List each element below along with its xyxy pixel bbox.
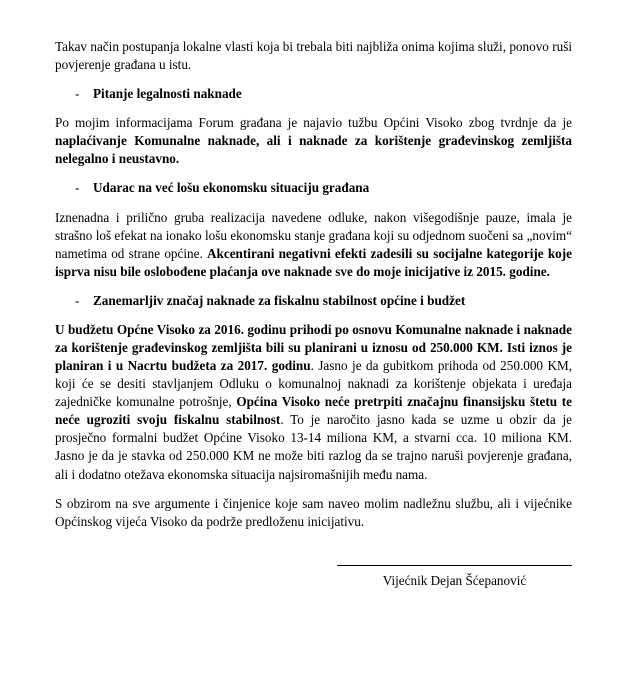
text-run: Po mojim informacijama Forum građana je najavio tužbu Općini Visoko zbog tvrdnje da je bbox=[55, 115, 572, 131]
text-run: Općina Visoko neće pretrpiti značajnu finansijsku štetu te neće ugroziti svoju fiskalnu stabilnost bbox=[55, 394, 572, 428]
text-run: Iznenadna i prilično gruba realizacija navedene odluke, nakon višegodišnje pauze, imala je strašno loš efekat na ionako lošu ekonomsku stanje građana koji su odjednom suočeni sa „novim“ nametima od strane općine. bbox=[55, 209, 572, 261]
text-run: Takav način postupanja lokalne vlasti koja bi trebala biti najbliža onima kojima služi, ponovo ruši povjerenje građana u istu. bbox=[55, 39, 572, 73]
signature-block bbox=[337, 565, 572, 589]
paragraph-intro bbox=[55, 38, 572, 74]
text-run: U budžetu Općne Visoko za 2016. godinu prihodi po osnovu Komunalne naknade i naknade za korištenje građevinskog zemljišta bili su planirani u iznosu od 250.000 KM. Isti iznos je planiran i u Nacrtu budžeta za 2017. godinu bbox=[55, 321, 572, 374]
text-run: S obzirom na sve argumente i činjenice koje sam naveo molim nadležnu službu, ali i vijećnike Općinskog vijeća Visoko da podrže predloženu inicijativu. bbox=[55, 495, 572, 529]
text-run: . Jasno je da gubitkom prihoda od 250.000 KM, koji će se desiti stavljanjem Odluku o komunalnoj naknadi za korištenje objekata i uređaja zajedničke komunalne potrošnje, bbox=[55, 358, 572, 410]
paragraph-legality-body bbox=[55, 114, 572, 168]
signature-name: Vijećnik Dejan Šćepanović bbox=[382, 572, 527, 588]
paragraph-budget-body bbox=[55, 321, 572, 484]
section-heading-text: Pitanje legalnosti naknade bbox=[93, 86, 242, 102]
text-run: Akcentirani negativni efekti zadesili su socijalne kategorije koje isprva nisu bile oslobođene plaćanja ove naknade sve do moje inicijative iz 2015. godine. bbox=[55, 245, 572, 279]
text-run: . To je naročito jasno kada se uzme u obzir da je prosječno formalni budžet Općine Visoko 13-14 miliona KM, a stvarni cca. 10 miliona KM. Jasno je da je stavka od 250.000 KM ne može biti razlog da se trajno naruši povjerenje građana, ali i dodatno otežava ekonomska situacija najsiromašnijih među nama. bbox=[55, 412, 572, 482]
signature-area bbox=[55, 565, 572, 589]
section-heading-budget bbox=[55, 292, 572, 310]
text-run: naplaćivanje Komunalne naknade, ali i naknade za korištenje građevinskog zemljišta nelegalno i neustavno. bbox=[55, 133, 572, 167]
signature-line bbox=[337, 565, 572, 566]
section-heading-text: Udarac na već lošu ekonomsku situaciju građana bbox=[93, 180, 370, 196]
bullet-dash: - bbox=[75, 86, 80, 102]
section-heading-text: Zanemarljiv značaj naknade za fiskalnu stabilnost općine i budžet bbox=[93, 292, 466, 308]
section-heading-legality bbox=[55, 85, 572, 103]
bullet-dash: - bbox=[75, 180, 80, 196]
paragraph-economic-body bbox=[55, 209, 572, 281]
paragraph-closing bbox=[55, 495, 572, 531]
section-heading-economic bbox=[55, 179, 572, 197]
bullet-dash: - bbox=[75, 292, 80, 308]
